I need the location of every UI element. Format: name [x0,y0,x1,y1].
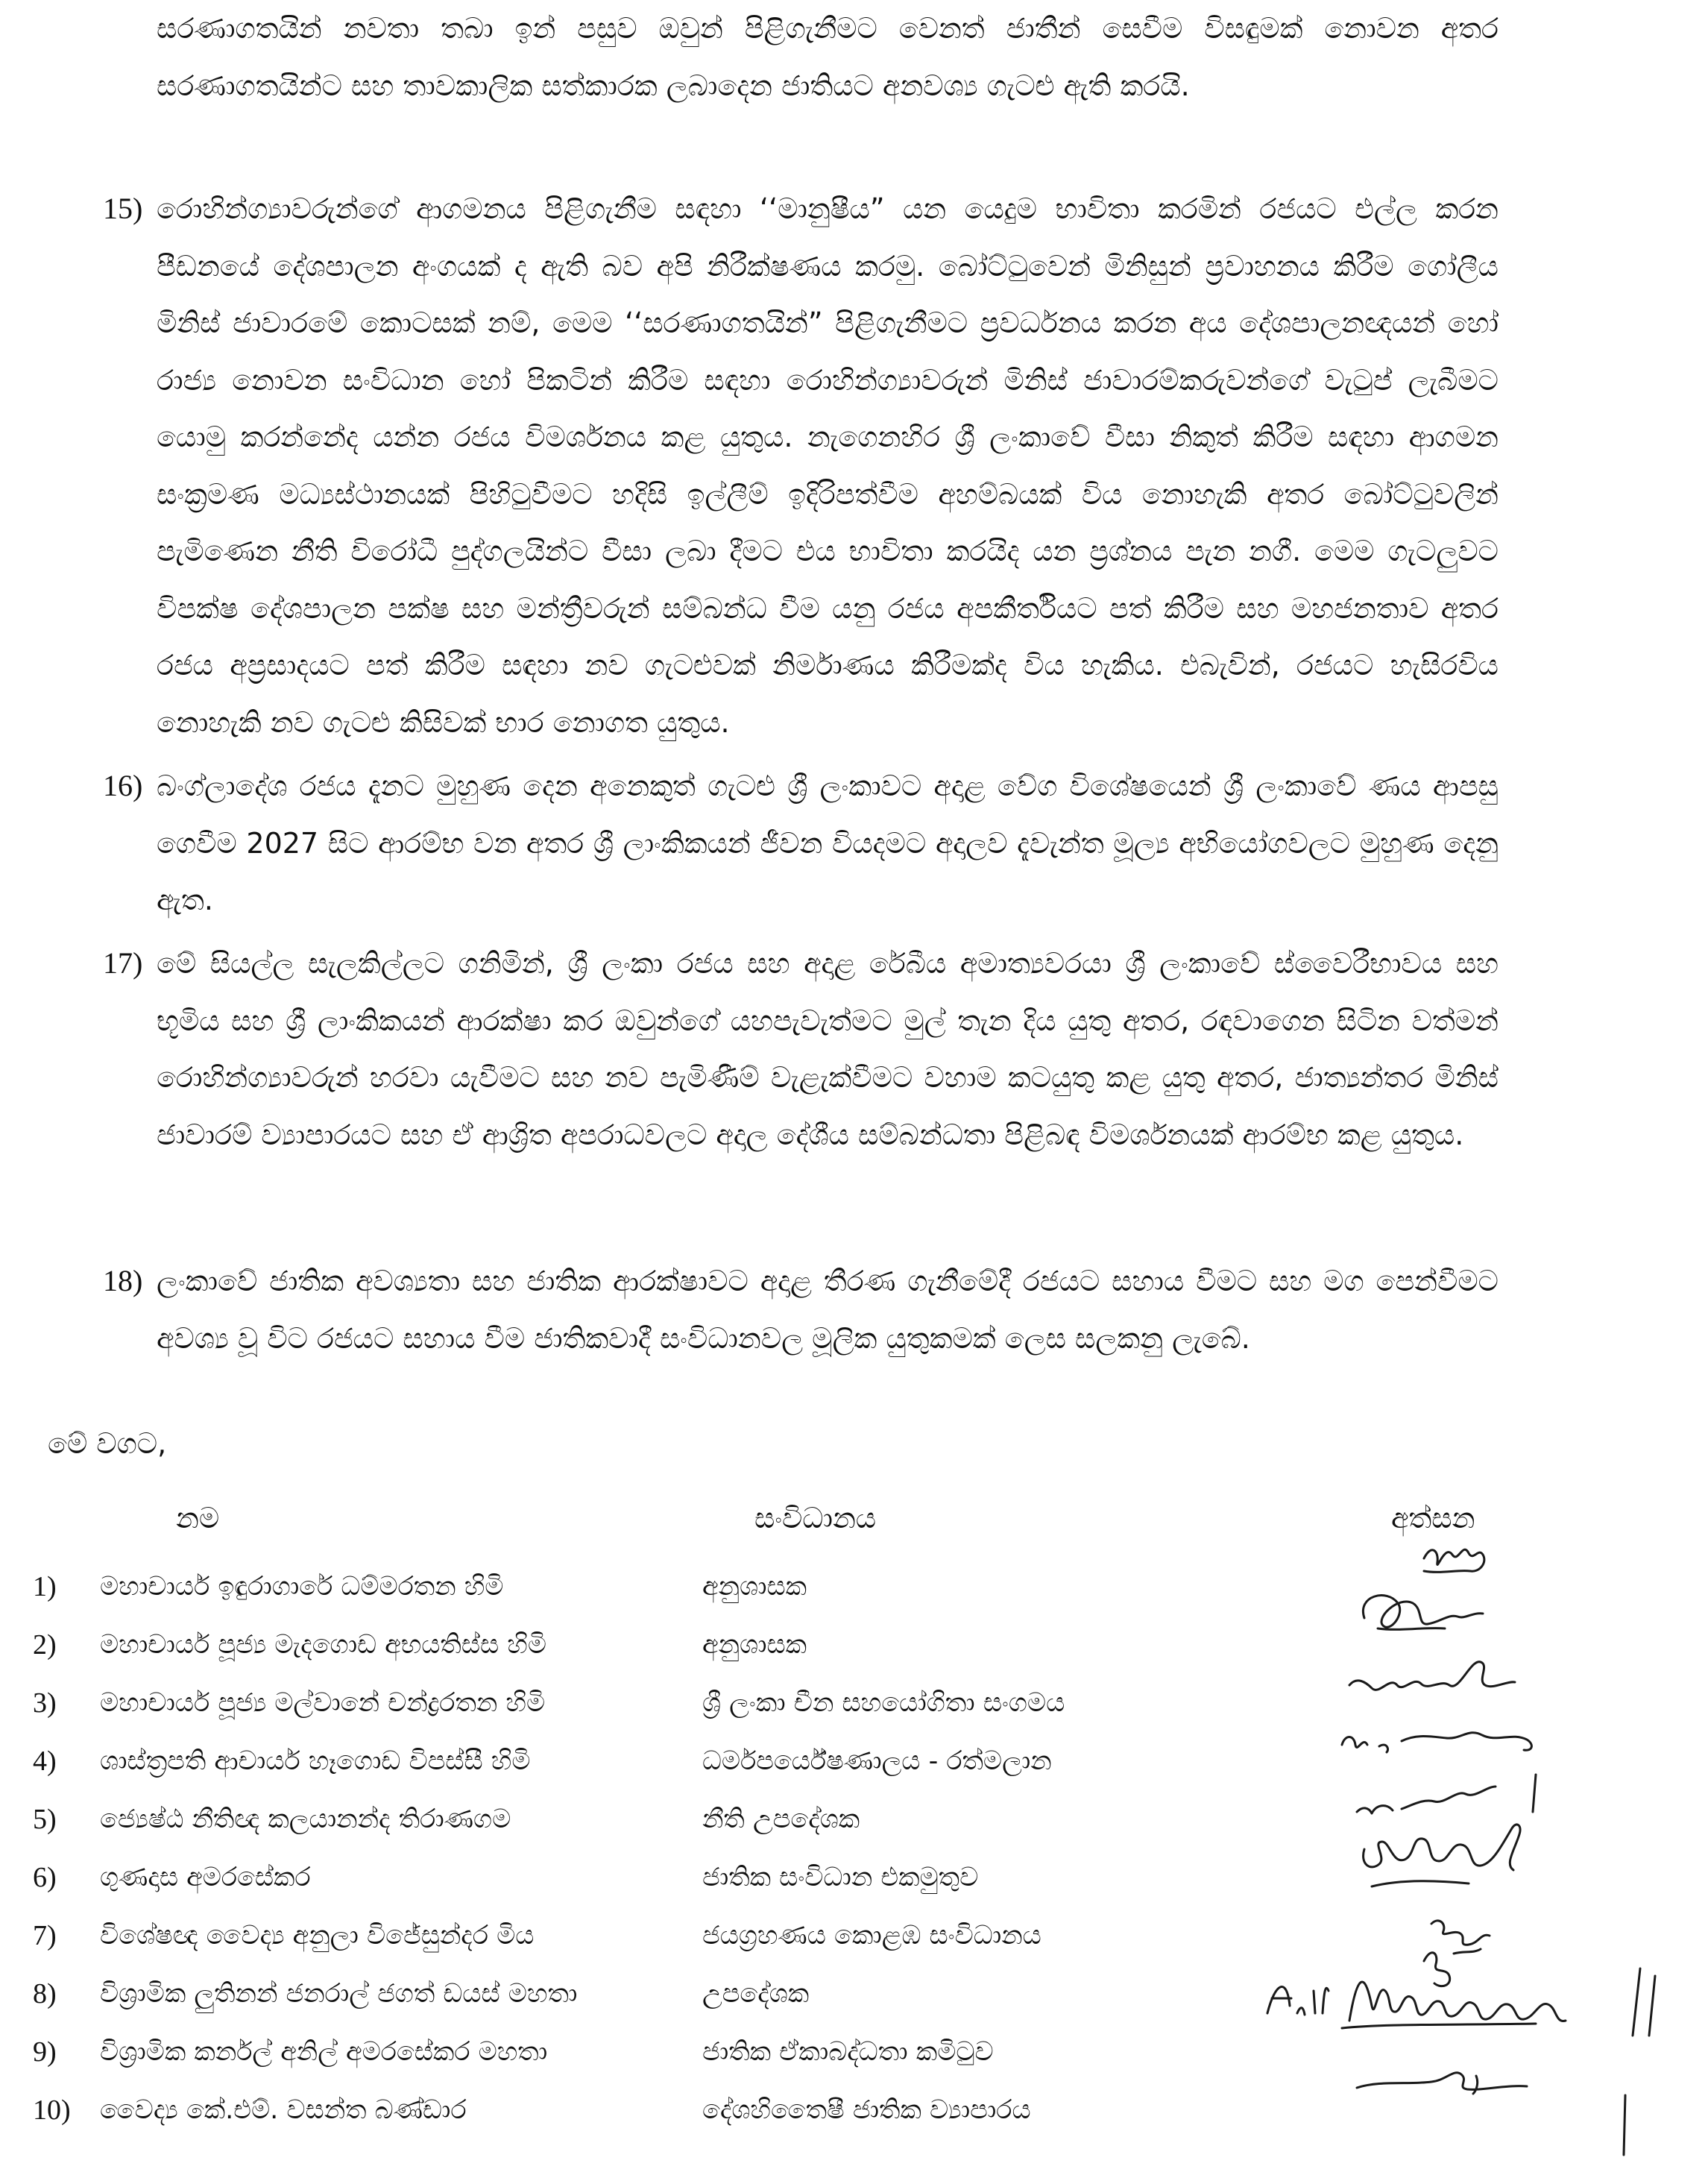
row-index: 2) [33,1629,57,1661]
signature-6 [1364,1825,1521,1886]
signature-10 [1624,2095,1625,2155]
signatory-name: මහාචාර්ය ඉඳුරාගාරේ ධම්මරතන හිමි [100,1572,504,1602]
point-number-15: 15) [103,192,143,225]
point-text-16: බංග්ලාදේශ රජය දැනට මුහුණ දෙන අනෙකුත් ගැටළු ශ්‍රී ලංකාවට අදාළ වේග විශේෂයෙන් ශ්‍රී ලංකාවේ ණය ආපසු ගෙවීම 2027 සිට ආරම්භ වන අතර ශ්‍රී ලාංකිකයන් ජීවන වියදමට අදාලව දැවැන්ත මූල්‍ය අභියෝගවලට මුහුණ දෙනු ඇත. [157,769,1499,916]
signature-7 [1431,1921,1490,1954]
header-organization: සංවිධානය [754,1502,877,1535]
row-index: 7) [33,1920,57,1951]
row-index: 4) [33,1746,57,1777]
row-index: 5) [33,1804,57,1835]
signature-5 [1357,1775,1536,1813]
signature-4 [1342,1733,1531,1752]
signatory-organization: ජාතික සංවිධාන එකමුතුව [702,1863,979,1892]
intro-continuation-paragraph: සරණාගතයින් නවතා තබා ඉන් පසුව ඔවුන් පිළිගැනීමට වෙනත් ජාතීන් සෙවීම විසඳුමක් නොවන අතර සරණාගතයින්ට සහ තාවකාලික සත්කාරක ලබාදෙන ජාතියට අනවශ්‍ය ගැටළු ඇති කරයි. [157,12,1499,102]
signatory-name: මහාචාර්ය පූජ්‍ය මැදගොඩ අභයතිස්ස හිමි [100,1630,547,1660]
signatory-organization: ශ්‍රී ලංකා චීන සහයෝගිතා සංගමය [702,1688,1065,1718]
signatory-organization: අනුශාසක [702,1630,807,1660]
row-index: 6) [33,1862,57,1893]
point-text-17: මේ සියල්ල සැලකිල්ලට ගනිමින්, ශ්‍රී ලංකා රජය සහ අදාළ රේබීය අමාත්‍යවරයා ශ්‍රී ලංකාවේ ස්වෛරීභාවය සහ භූමිය සහ ශ්‍රී ලාංකිකයන් ආරක්ෂා කර ඔවුන්ගේ යහපැවැත්මට මුල් තැන දිය යුතු අතර, රඳවාගෙන සිටින වත්මන් රොහින්ග්‍යාවරුන් හරවා යැවීමට සහ නව පැමිණීම් වැළැක්වීමට වහාම කටයුතු කළ යුතු අතර, ජාත්‍යන්තර මිනිස් ජාවාරම් ව්‍යාපාරයට සහ ඒ ආශ්‍රිත අපරාධවලට අදාල දේශීය සම්බන්ධතා පිළිබඳ විමර්ශනයක් ආරම්භ කළ යුතුය. [157,947,1499,1151]
handwritten-signatures [1252,1536,1700,2162]
row-index: 1) [33,1571,57,1602]
signatory-name: වෛද්‍ය කේ.එම්. වසන්ත බණ්ඩාර [100,2095,467,2125]
point-number-17: 17) [103,946,143,980]
signatory-name: විශේෂඥ වෛද්‍ය අනුලා විජේසුන්දර මිය [100,1921,535,1951]
signatory-name: ශාස්ත්‍රපති ආචාර්ය හෑගොඩ විපස්සී හිමි [100,1746,531,1776]
signature-2 [1363,1596,1483,1630]
signature-8-loop [1424,1953,1450,1986]
signature-9 [1357,2073,1527,2094]
signatory-name: විශ්‍රාමික ලුතිනන් ජනරාල් ජගත් ඩයස් මහතා [100,1979,578,2009]
signatory-organization: ධර්මපර්යේෂණාලය - රත්මලාන [702,1746,1052,1776]
row-index: 8) [33,1978,57,2009]
signatory-organization: ජයග්‍රහණය කොළඹ සංවිධානය [702,1921,1041,1951]
row-index: 9) [33,2036,57,2068]
signatory-organization: දේශහිතෛෂී ජාතික ව්‍යාපාරය [702,2095,1031,2125]
signatory-name: මහාචාර්ය පූජ්‍ය මල්වානේ චන්ද්‍රරතන හිමි [100,1688,546,1718]
signatory-name: ජ්‍යෙෂ්ඨ නීතිඥ කලයානන්ද තිරාණගම [100,1804,511,1834]
point-number-18: 18) [103,1264,143,1297]
point-text-15: රොහින්ග්‍යාවරුන්ගේ ආගමනය පිළිගැනීම සඳහා ‘‘මානුෂීය” යන යෙදුම භාවිතා කරමින් රජයට එල්ල කරන පීඩනයේ දේශපාලන අංගයක් ද ඇති බව අපි නිරීක්ෂණය කරමු. බෝට්ටුවෙන් මිනිසුන් ප්‍රවාහනය කිරීම ගෝලීය මිනිස් ජාවාරමේ කොටසක් නම්, මෙම ‘‘සරණාගතයින්” පිළිගැනීමට ප්‍රවර්ධනය කරන අය දේශපාලනඥයන් හෝ රාජ්‍ය නොවන සංවිධාන හෝ පිකටින් කිරීම සඳහා රොහින්ග්‍යාවරුන් මිනිස් ජාවාරම්කරුවන්ගේ වැටුප් ලැබීමට යොමු කරන්නේද යන්න රජය විමර්ශනය කළ යුතුය. නැගෙනහිර ශ්‍රී ලංකාවේ වීසා නිකුත් කිරීම සඳහා ආගමන සංක්‍රමණ මධ්‍යස්ථානයක් පිහිටුවීමට හදිසි ඉල්ලීම් ඉදිරිපත්වීම අහම්බයක් විය නොහැකි අතර බෝට්ටුවලින් පැමිණෙන නීති විරෝධී පුද්ගලයින්ට වීසා ලබා දීමට එය භාවිතා කරයිද යන ප්‍රශ්නය පැන නගී. මෙම ගැටලුවට විපක්ෂ දේශපාලන පක්ෂ සහ මන්ත්‍රීවරුන් සම්බන්ධ වීම යනු රජය අපකීර්තියට පත් කිරීම සහ මහජනතාව අතර රජය අප්‍රසාදයට පත් කිරීම සඳහා නව ගැටළුවක් නිර්මාණය කිරීමක්ද විය හැකිය. එබැවින්, රජයට හැසිරවිය නොහැකි නව ගැටළු කිසිවක් භාර නොගත යුතුය. [157,192,1499,739]
row-index: 10) [33,2094,71,2126]
row-index: 3) [33,1687,57,1719]
point-number-16: 16) [103,769,143,802]
closing-text: මේ වගට, [48,1427,167,1460]
signatory-organization: උපදේශක [702,1979,810,2009]
signatory-name: විශ්‍රාමික කර්නල් අනිල් අමරසේකර මහතා [100,2037,548,2067]
header-name: නම [176,1502,220,1535]
header-signature: අත්සන [1391,1502,1475,1535]
signatory-name: ගුණදාස අමරසේකර [100,1863,311,1892]
signature-3 [1349,1662,1515,1690]
signature-1 [1424,1549,1484,1572]
signature-8 [1267,1968,1655,2036]
signatory-organization: ජාතික ඒකාබද්ධතා කමිටුව [702,2037,994,2067]
signatory-organization: නීති උපදේශක [702,1804,860,1834]
point-text-18: ලංකාවේ ජාතික අවශ්‍යතා සහ ජාතික ආරක්ෂාවට අදාළ තීරණ ගැනීමේදී රජයට සහාය වීමට සහ මග පෙන්වීමට අවශ්‍ය වූ විට රජයට සහාය වීම ජාතිකවාදී සංවිධානවල මූලික යුතුකමක් ලෙස සලකනු ලැබේ. [157,1265,1499,1355]
signatory-organization: අනුශාසක [702,1572,807,1602]
